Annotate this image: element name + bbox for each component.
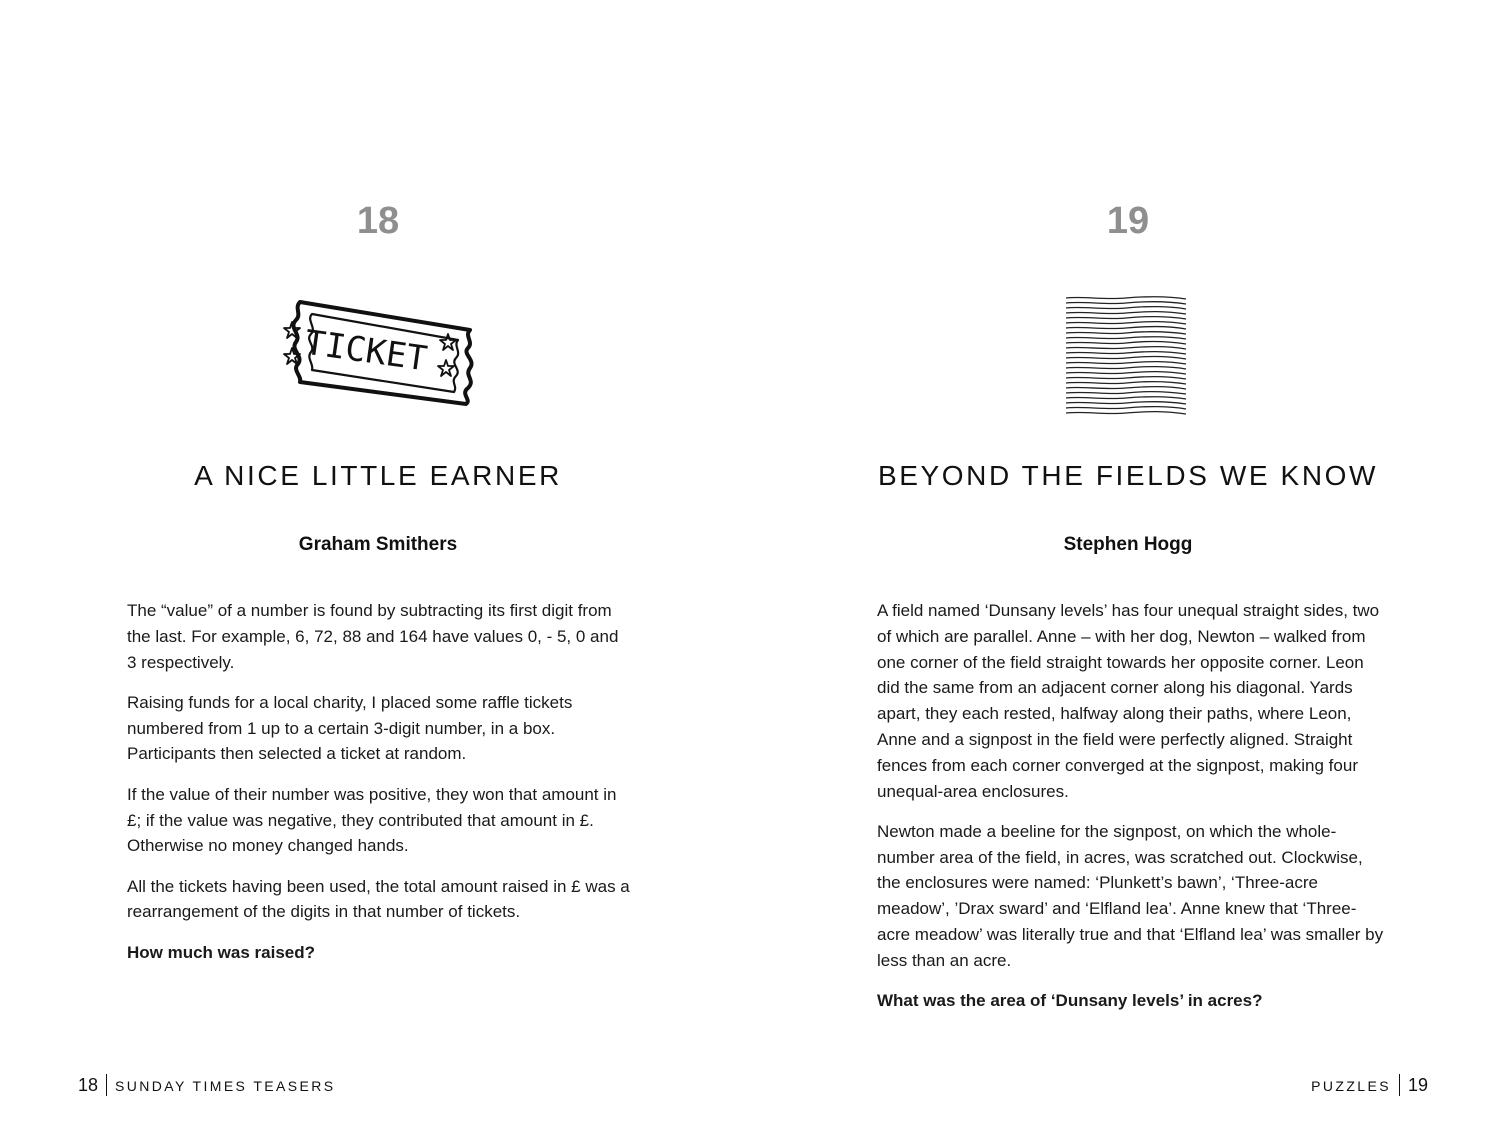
puzzle-title: A NICE LITTLE EARNER [194,460,562,491]
ticket-illustration-text: TICKET [302,322,430,380]
footer-divider [106,1074,107,1096]
footer-page-number: 18 [78,1075,99,1095]
running-head: SUNDAY TIMES TEASERS [115,1078,336,1094]
body-paragraph: Newton made a beeline for the signpost, on which the whole-number area of the field, in acres, was scratched out. Clockwise, the enclosures were named: ‘Plunkett’s bawn’, ‘Three-acre meadow’, ’Drax sward’ and ‘Elfland lea’. Anne knew that ‘Three-acre meadow’ was literally true and that ‘Elfland lea’ was smaller by less than an acre. [877,821,1384,970]
footer-page-number: 19 [1407,1075,1428,1095]
puzzle-author: Stephen Hogg [1063,534,1193,555]
puzzle-body [127,598,632,980]
puzzle-title: BEYOND THE FIELDS WE KNOW [877,460,1379,491]
puzzle-question: What was the area of ‘Dunsany levels’ in acres? [877,991,1263,1011]
body-paragraph: A field named ‘Dunsany levels’ has four unequal straight sides, two of which are parallel. Anne – with her dog, Newton – walked from one corner of the field straight towards her opposite corner. Leon did the same from an adjacent corner along his diagonal. Yards apart, they each rested, halfway along their paths, where Leon, Anne and a signpost in the field were perfectly aligned. Straight fences from each corner converged at the signpost, making four unequal-area enclosures. [877,601,1380,801]
page-footer [1311,1074,1428,1096]
footer-divider [1399,1074,1400,1096]
right-page [750,0,1500,1140]
wavy-lines-icon [1064,295,1188,417]
puzzle-number: 19 [1106,200,1150,242]
body-paragraph: The “value” of a number is found by subtracting its first digit from the last. For example, 6, 72, 88 and 164 have values 0, - 5, 0 and 3 respectively. [127,601,619,672]
puzzle-author: Graham Smithers [298,534,458,555]
puzzle-number: 18 [356,200,400,242]
puzzle-question: How much was raised? [127,942,315,962]
puzzle-body [877,598,1385,1028]
body-paragraph: Raising funds for a local charity, I placed some raffle tickets numbered from 1 up to a certain 3-digit number, in a box. Participants then selected a ticket at random. [127,692,573,764]
running-head: PUZZLES [1311,1078,1391,1094]
body-paragraph: If the value of their number was positive, they won that amount in £; if the value was negative, they contributed that amount in £. Otherwise no money changed hands. [127,784,617,856]
page-footer [78,1074,336,1096]
ticket-icon [262,290,484,410]
body-paragraph: All the tickets having been used, the total amount raised in £ was a rearrangement of the digits in that number of tickets. [127,876,630,922]
